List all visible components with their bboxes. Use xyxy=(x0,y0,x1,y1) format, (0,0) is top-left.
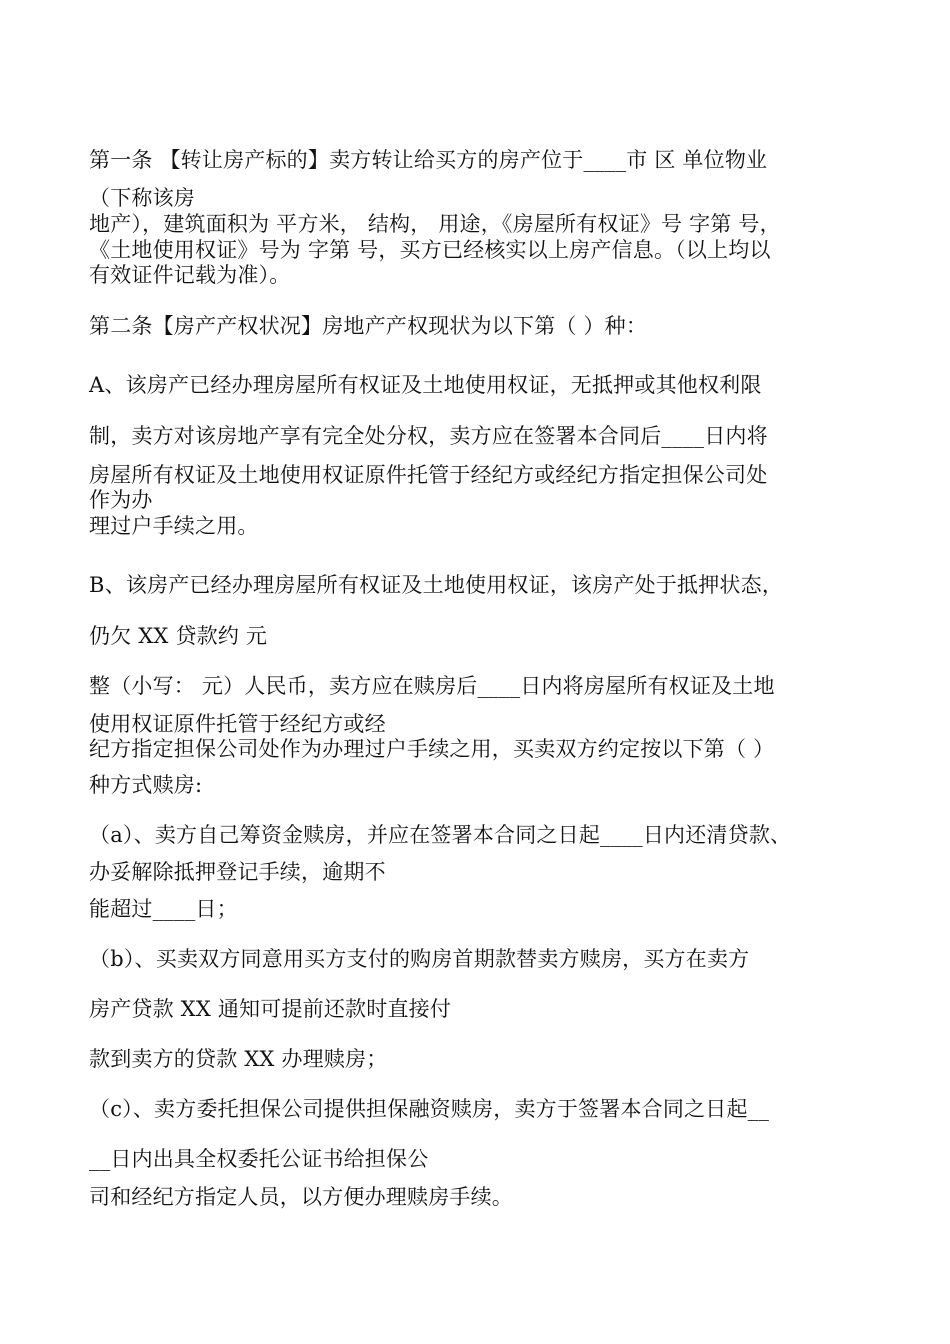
option-b-lower-line-1: （b）、买卖双方同意用买方支付的购房首期款替卖方赎房，买方在卖方 xyxy=(89,947,750,971)
option-a-lower-line-3: 能超过____日； xyxy=(89,897,238,921)
option-a-line-5: 理过户手续之用。 xyxy=(89,514,259,538)
option-b-line-3: 整（小写： 元）人民币，卖方应在赎房后____日内将房屋所有权证及土地 xyxy=(89,674,775,698)
option-b-line-6: 种方式赎房: xyxy=(89,773,203,797)
option-c-lower-line-3: 司和经纪方指定人员，以方便办理赎房手续。 xyxy=(89,1185,513,1209)
option-a-line-3: 房屋所有权证及土地使用权证原件托管于经纪方或经纪方指定担保公司处 xyxy=(89,463,768,487)
clause-1-line-5: 有效证件记载为准）。 xyxy=(89,263,291,287)
option-b-lower-line-2: 房产贷款 XX 通知可提前还款时直接付 xyxy=(89,997,452,1021)
option-a-lower-line-1: （a）、卖方自己筹资金赎房，并应在签署本合同之日起____日内还清贷款、 xyxy=(89,823,792,847)
option-a-lower-line-2: 办妥解除抵押登记手续，逾期不 xyxy=(89,860,386,884)
clause-1-line-2: （下称该房 xyxy=(89,186,195,210)
option-b-line-2: 仍欠 XX 贷款约 元 xyxy=(89,624,268,648)
option-b-line-4: 使用权证原件托管于经纪方或经 xyxy=(89,712,386,736)
option-b-line-5: 纪方指定担保公司处作为办理过户手续之用，买卖双方约定按以下第（ ） xyxy=(89,737,775,761)
option-a-line-1: A、该房产已经办理房屋所有权证及土地使用权证，无抵押或其他权利限 xyxy=(89,373,762,397)
option-c-lower-line-1: （c）、卖方委托担保公司提供担保融资赎房，卖方于签署本合同之日起__ xyxy=(89,1097,770,1121)
option-a-line-2: 制，卖方对该房地产享有完全处分权，卖方应在签署本合同后____日内将 xyxy=(89,424,768,448)
clause-1-line-4: 《土地使用权证》号为 字第 号，买方已经核实以上房产信息。（以上均以 xyxy=(89,238,771,262)
option-a-line-4: 作为办 xyxy=(89,488,153,512)
clause-1-line-3: 地产），建筑面积为 平方米， 结构， 用途，《房屋所有权证》号 字第 号， xyxy=(89,212,781,236)
clause-2-heading: 第二条【房产产权状况】房地产产权现状为以下第（ ）种： xyxy=(89,314,648,338)
option-b-line-1: B、该房产已经办理房屋所有权证及土地使用权证，该房产处于抵押状态， xyxy=(89,573,784,597)
option-b-lower-line-3: 款到卖方的贷款 XX 办理赎房； xyxy=(89,1047,388,1071)
clause-1-line-1: 第一条 【转让房产标的】卖方转让给买方的房产位于____市 区 单位物业 xyxy=(89,148,768,172)
option-c-lower-line-2: __日内出具全权委托公证书给担保公 xyxy=(89,1147,429,1171)
